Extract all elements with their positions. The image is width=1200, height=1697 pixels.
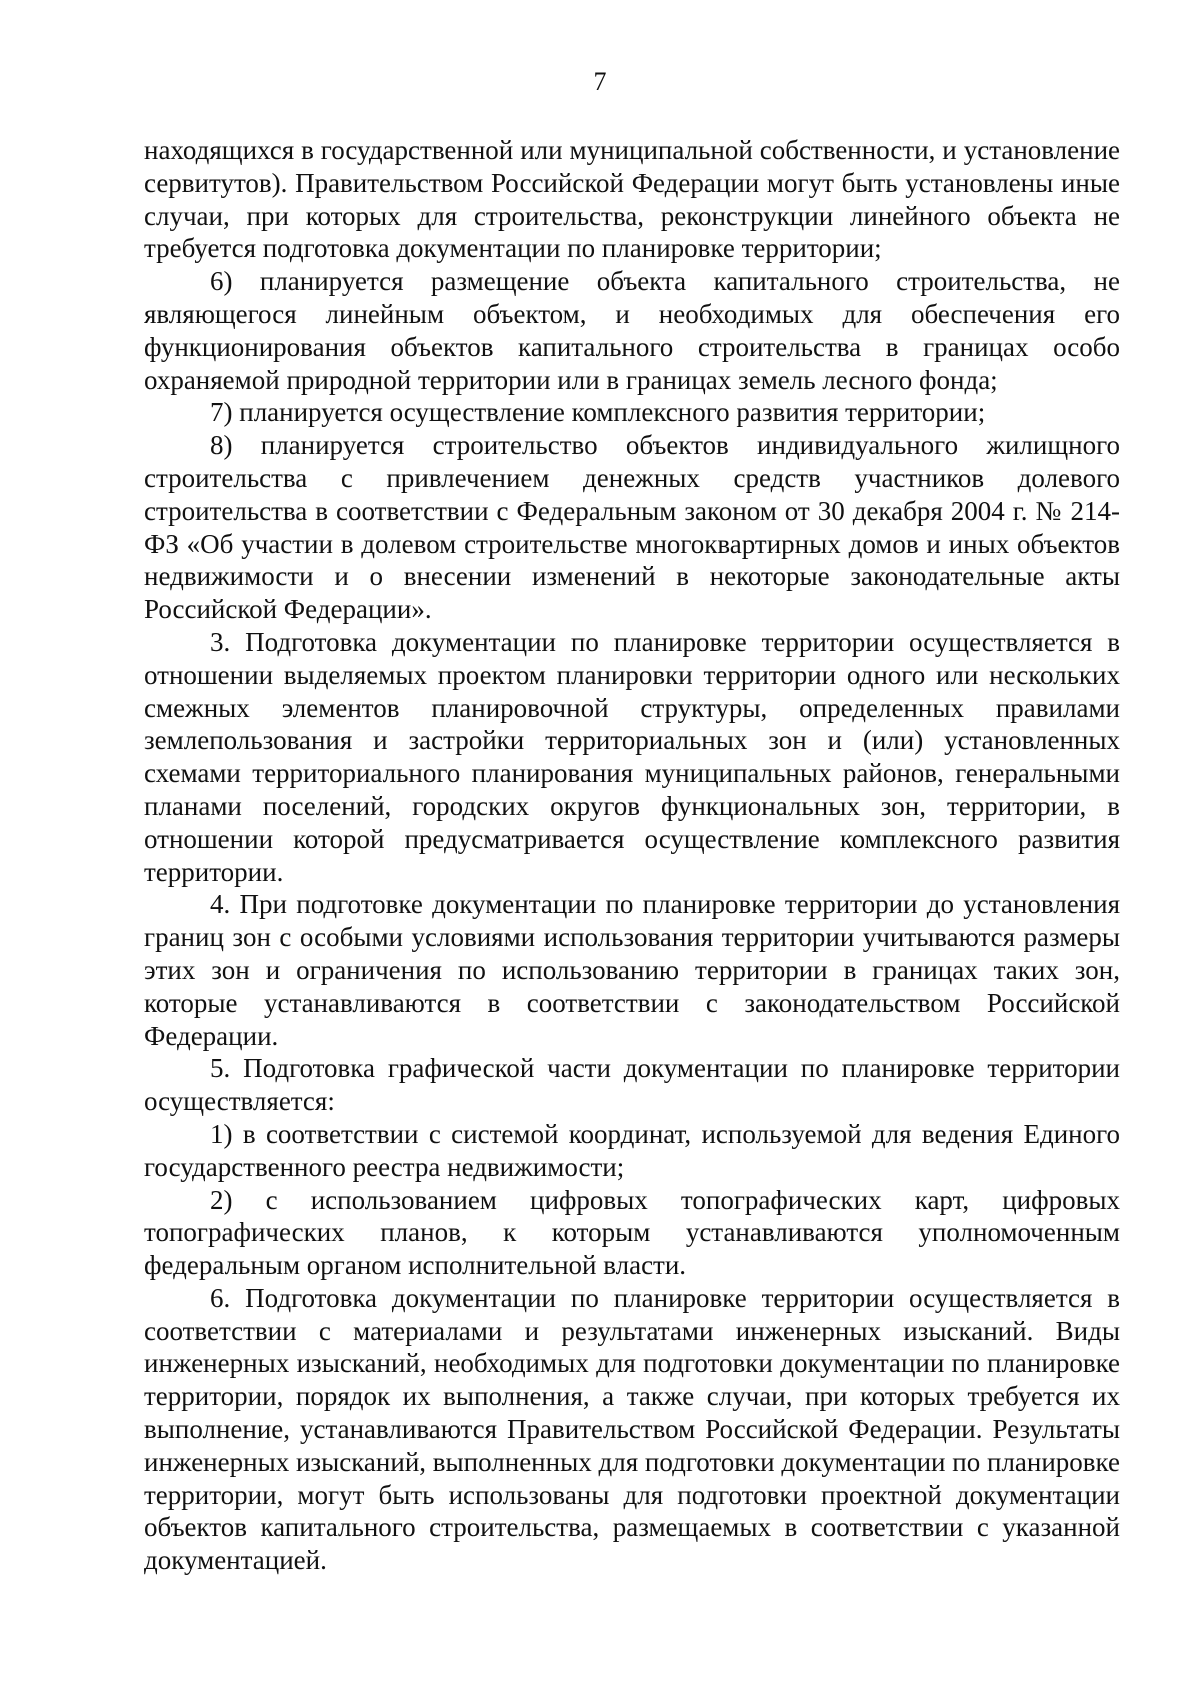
paragraph-section-5-item-2: 2) с использованием цифровых топографических карт, цифровых топографических планов, к которым устанавливаются уполномоченным федеральным органом исполнительной власти. xyxy=(144,1184,1120,1281)
paragraph-continuation: находящихся в государственной или муниципальной собственности, и установление сервитутов). Правительством Российской Федерации могут быть установлены иные случаи, при которых для строительства, реконструкции линейного объекта не требуется подготовка документации по планировке территории; xyxy=(144,135,1120,264)
paragraph-section-5-item-1: 1) в соответствии с системой координат, используемой для ведения Единого государственного реестра недвижимости; xyxy=(144,1118,1120,1182)
page-number: 7 xyxy=(593,67,607,96)
paragraph-item-6: 6) планируется размещение объекта капитального строительства, не являющегося линейным объектом, и необходимых для обеспечения его функционирования объектов капитального строительства в границах особо охраняемой природной территории или в границах земель лесного фонда; xyxy=(144,266,1120,395)
paragraph-section-4: 4. При подготовке документации по планировке территории до установления границ зон с особыми условиями использования территории учитываются размеры этих зон и ограничения по использованию территории в границах таких зон, которые устанавливаются в соответствии с законодательством Российской Федерации. xyxy=(144,889,1120,1051)
paragraph-section-6: 6. Подготовка документации по планировке территории осуществляется в соответствии с материалами и результатами инженерных изысканий. Виды инженерных изысканий, необходимых для подготовки документации по планировке территории, порядок их выполнения, а также случаи, при которых требуется их выполнение, устанавливаются Правительством Российской Федерации. Результаты инженерных изысканий, выполненных для подготовки документации по планировке территории, могут быть использованы для подготовки проектной документации объектов капитального строительства, размещаемых в соответствии с указанной документацией. xyxy=(144,1282,1120,1576)
paragraph-item-7: 7) планируется осуществление комплексного развития территории; xyxy=(210,397,986,428)
paragraph-item-8: 8) планируется строительство объектов индивидуального жилищного строительства с привлечением денежных средств участников долевого строительства в соответствии с Федеральным законом от 30 декабря 2004 г. № 214-ФЗ «Об участии в долевом строительстве многоквартирных домов и иных объектов недвижимости и о внесении изменений в некоторые законодательные акты Российской Федерации». xyxy=(144,430,1120,625)
document-body xyxy=(144,134,1120,1577)
paragraph-section-5: 5. Подготовка графической части документации по планировке территории осуществляется: xyxy=(144,1053,1120,1117)
paragraph-section-3: 3. Подготовка документации по планировке территории осуществляется в отношении выделяемых проектом планировки территории одного или нескольких смежных элементов планировочной структуры, определенных правилами землепользования и застройки территориальных зон и (или) установленных схемами территориального планирования муниципальных районов, генеральными планами поселений, городских округов функциональных зон, территории, в отношении которой предусматривается осуществление комплексного развития территории. xyxy=(144,626,1120,887)
